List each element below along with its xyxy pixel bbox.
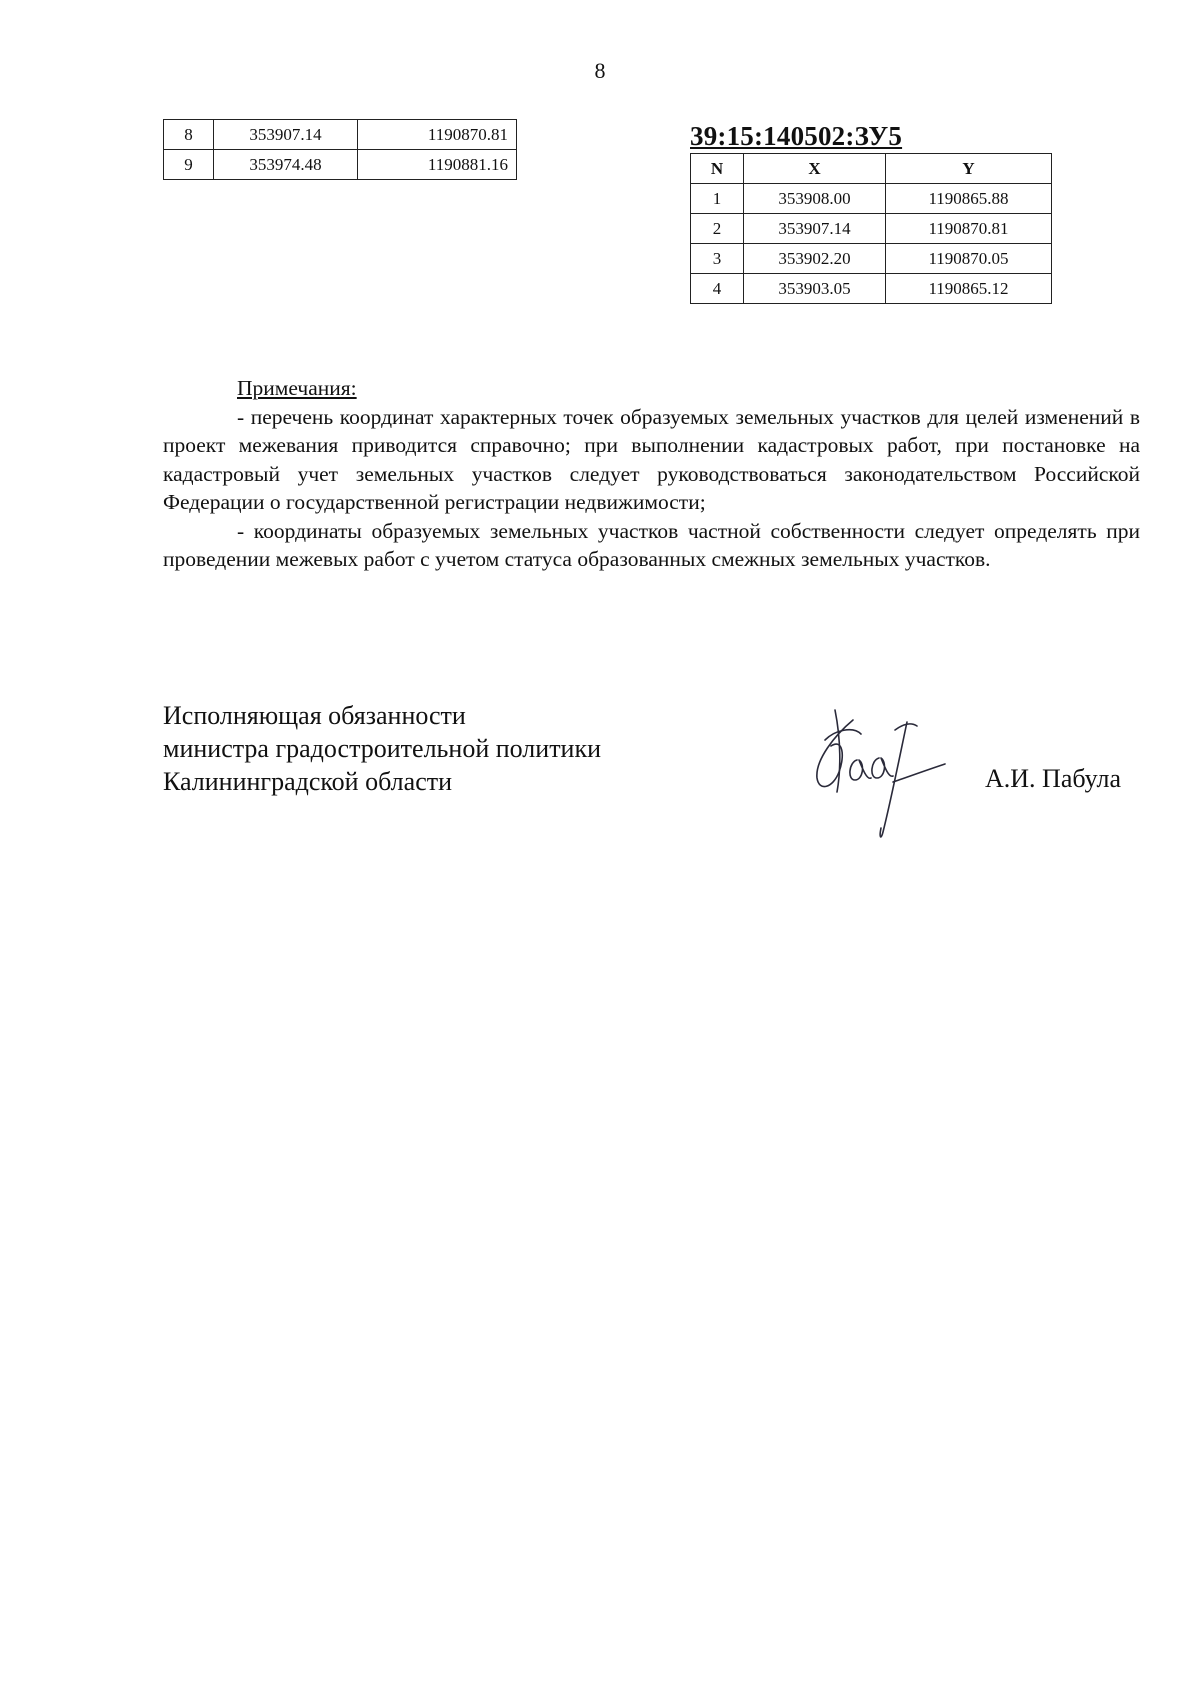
x-coordinate-cell: 353907.14 xyxy=(214,120,358,150)
handwritten-signature xyxy=(795,700,955,845)
coordinates-table-continued xyxy=(163,119,517,180)
note-item: - перечень координат характерных точек образуемых земельных участков для целей изменений в проект межевания приводится справочно; при выполнении кадастровых работ, при постановке на кадастровый учет земельных участков следует руководствоваться законодательством Российской Федерации о государственной регистрации недвижимости; xyxy=(163,404,1140,514)
signatory-position xyxy=(163,699,601,798)
page-number: 8 xyxy=(594,58,606,83)
y-coordinate-cell: 1190865.12 xyxy=(886,274,1052,304)
parcel-coordinates-table xyxy=(690,153,1052,304)
column-header-x: X xyxy=(744,154,886,184)
y-coordinate-cell: 1190870.05 xyxy=(886,244,1052,274)
table-row xyxy=(164,150,517,180)
column-header-y: Y xyxy=(886,154,1052,184)
signatory-line: Исполняющая обязанности xyxy=(163,701,466,730)
x-coordinate-cell: 353907.14 xyxy=(744,214,886,244)
x-coordinate-cell: 353903.05 xyxy=(744,274,886,304)
note-item: - координаты образуемых земельных участков частной собственности следует определять при проведении межевых работ с учетом статуса образованных смежных земельных участков. xyxy=(163,518,1140,571)
table-row xyxy=(691,184,1052,214)
x-coordinate-cell: 353902.20 xyxy=(744,244,886,274)
y-coordinate-cell: 1190865.88 xyxy=(886,184,1052,214)
notes-section xyxy=(163,374,1140,574)
point-number-cell: 9 xyxy=(164,150,214,180)
point-number-cell: 1 xyxy=(691,184,744,214)
point-number-cell: 2 xyxy=(691,214,744,244)
notes-title: Примечания: xyxy=(237,376,357,400)
point-number-cell: 8 xyxy=(164,120,214,150)
table-header-row xyxy=(691,154,1052,184)
signatory-line: министра градостроительной политики xyxy=(163,734,602,763)
y-coordinate-cell: 1190870.81 xyxy=(886,214,1052,244)
table-row xyxy=(164,120,517,150)
y-coordinate-cell: 1190881.16 xyxy=(358,150,517,180)
table-row xyxy=(691,274,1052,304)
table-row xyxy=(691,214,1052,244)
table-row xyxy=(691,244,1052,274)
y-coordinate-cell: 1190870.81 xyxy=(358,120,517,150)
signatory-line: Калининградской области xyxy=(163,767,453,796)
signer-name: А.И. Пабула xyxy=(985,764,1121,793)
point-number-cell: 3 xyxy=(691,244,744,274)
column-header-n: N xyxy=(691,154,744,184)
x-coordinate-cell: 353908.00 xyxy=(744,184,886,214)
point-number-cell: 4 xyxy=(691,274,744,304)
x-coordinate-cell: 353974.48 xyxy=(214,150,358,180)
parcel-cadastral-number: 39:15:140502:ЗУ5 xyxy=(690,121,903,151)
